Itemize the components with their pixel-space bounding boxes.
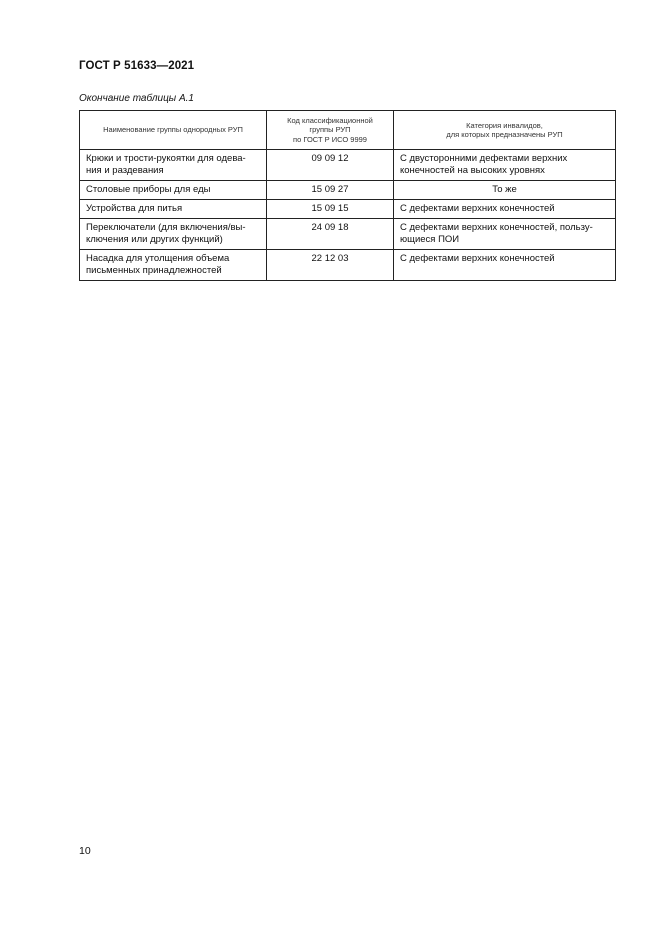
- table-row: [80, 219, 616, 250]
- cell-name: [80, 250, 267, 281]
- cell-category-line: С дефектами верхних конечностей, пользу-: [400, 222, 593, 233]
- column-header-code-line-1: Код классификационной: [287, 115, 373, 125]
- cell-category-line: С двусторонними дефектами верхних: [400, 153, 568, 164]
- column-header-category-line-2: для которых предназначены РУП: [446, 130, 563, 139]
- table-row: [80, 150, 616, 181]
- cell-name-line: письменных принадлежностей: [86, 265, 222, 276]
- cell-category: [394, 219, 616, 250]
- cell-code: 15 09 15: [267, 200, 394, 219]
- cell-name-line: ния и раздевания: [86, 165, 164, 176]
- cell-category: [394, 250, 616, 281]
- cell-code: 15 09 27: [267, 181, 394, 200]
- table-header-row: [80, 111, 616, 150]
- cell-category-line: С дефектами верхних конечностей: [400, 203, 555, 214]
- document-code: ГОСТ Р 51633—2021: [79, 60, 195, 72]
- cell-category-line: То же: [492, 184, 517, 195]
- column-header-code: [267, 111, 394, 150]
- column-header-code-line-3: по ГОСТ Р ИСО 9999: [293, 134, 367, 144]
- cell-code: 22 12 03: [267, 250, 394, 281]
- column-header-name: [80, 111, 267, 150]
- cell-name-line: Устройства для питья: [86, 203, 183, 214]
- cell-category: [394, 150, 616, 181]
- table-row: [80, 181, 616, 200]
- table-row: [80, 200, 616, 219]
- cell-category: [394, 200, 616, 219]
- cell-category-line: ющиеся ПОИ: [400, 234, 460, 245]
- cell-code: 09 09 12: [267, 150, 394, 181]
- cell-name-line: ключения или других функций): [86, 234, 223, 245]
- cell-category-line: С дефектами верхних конечностей: [400, 253, 555, 264]
- cell-name-line: Насадка для утолщения объема: [86, 253, 230, 264]
- table-row: [80, 250, 616, 281]
- data-table: [79, 110, 616, 281]
- cell-name: [80, 200, 267, 219]
- cell-category: [394, 181, 616, 200]
- cell-category-line: конечностей на высоких уровнях: [400, 165, 545, 176]
- cell-name: [80, 150, 267, 181]
- column-header-code-line-2: группы РУП: [309, 125, 351, 135]
- cell-name: [80, 219, 267, 250]
- cell-name-line: Крюки и трости-рукоятки для одева-: [86, 153, 246, 164]
- column-header-name-line-1: Наименование группы однородных РУП: [103, 125, 243, 135]
- cell-code: 24 09 18: [267, 219, 394, 250]
- page-number: 10: [79, 845, 91, 857]
- cell-name: [80, 181, 267, 200]
- column-header-category: [394, 111, 616, 150]
- table-caption: Окончание таблицы А.1: [79, 93, 194, 104]
- cell-name-line: Столовые приборы для еды: [86, 184, 211, 195]
- column-header-category-line-1: Категория инвалидов,: [466, 120, 543, 130]
- cell-name-line: Переключатели (для включения/вы-: [86, 222, 246, 233]
